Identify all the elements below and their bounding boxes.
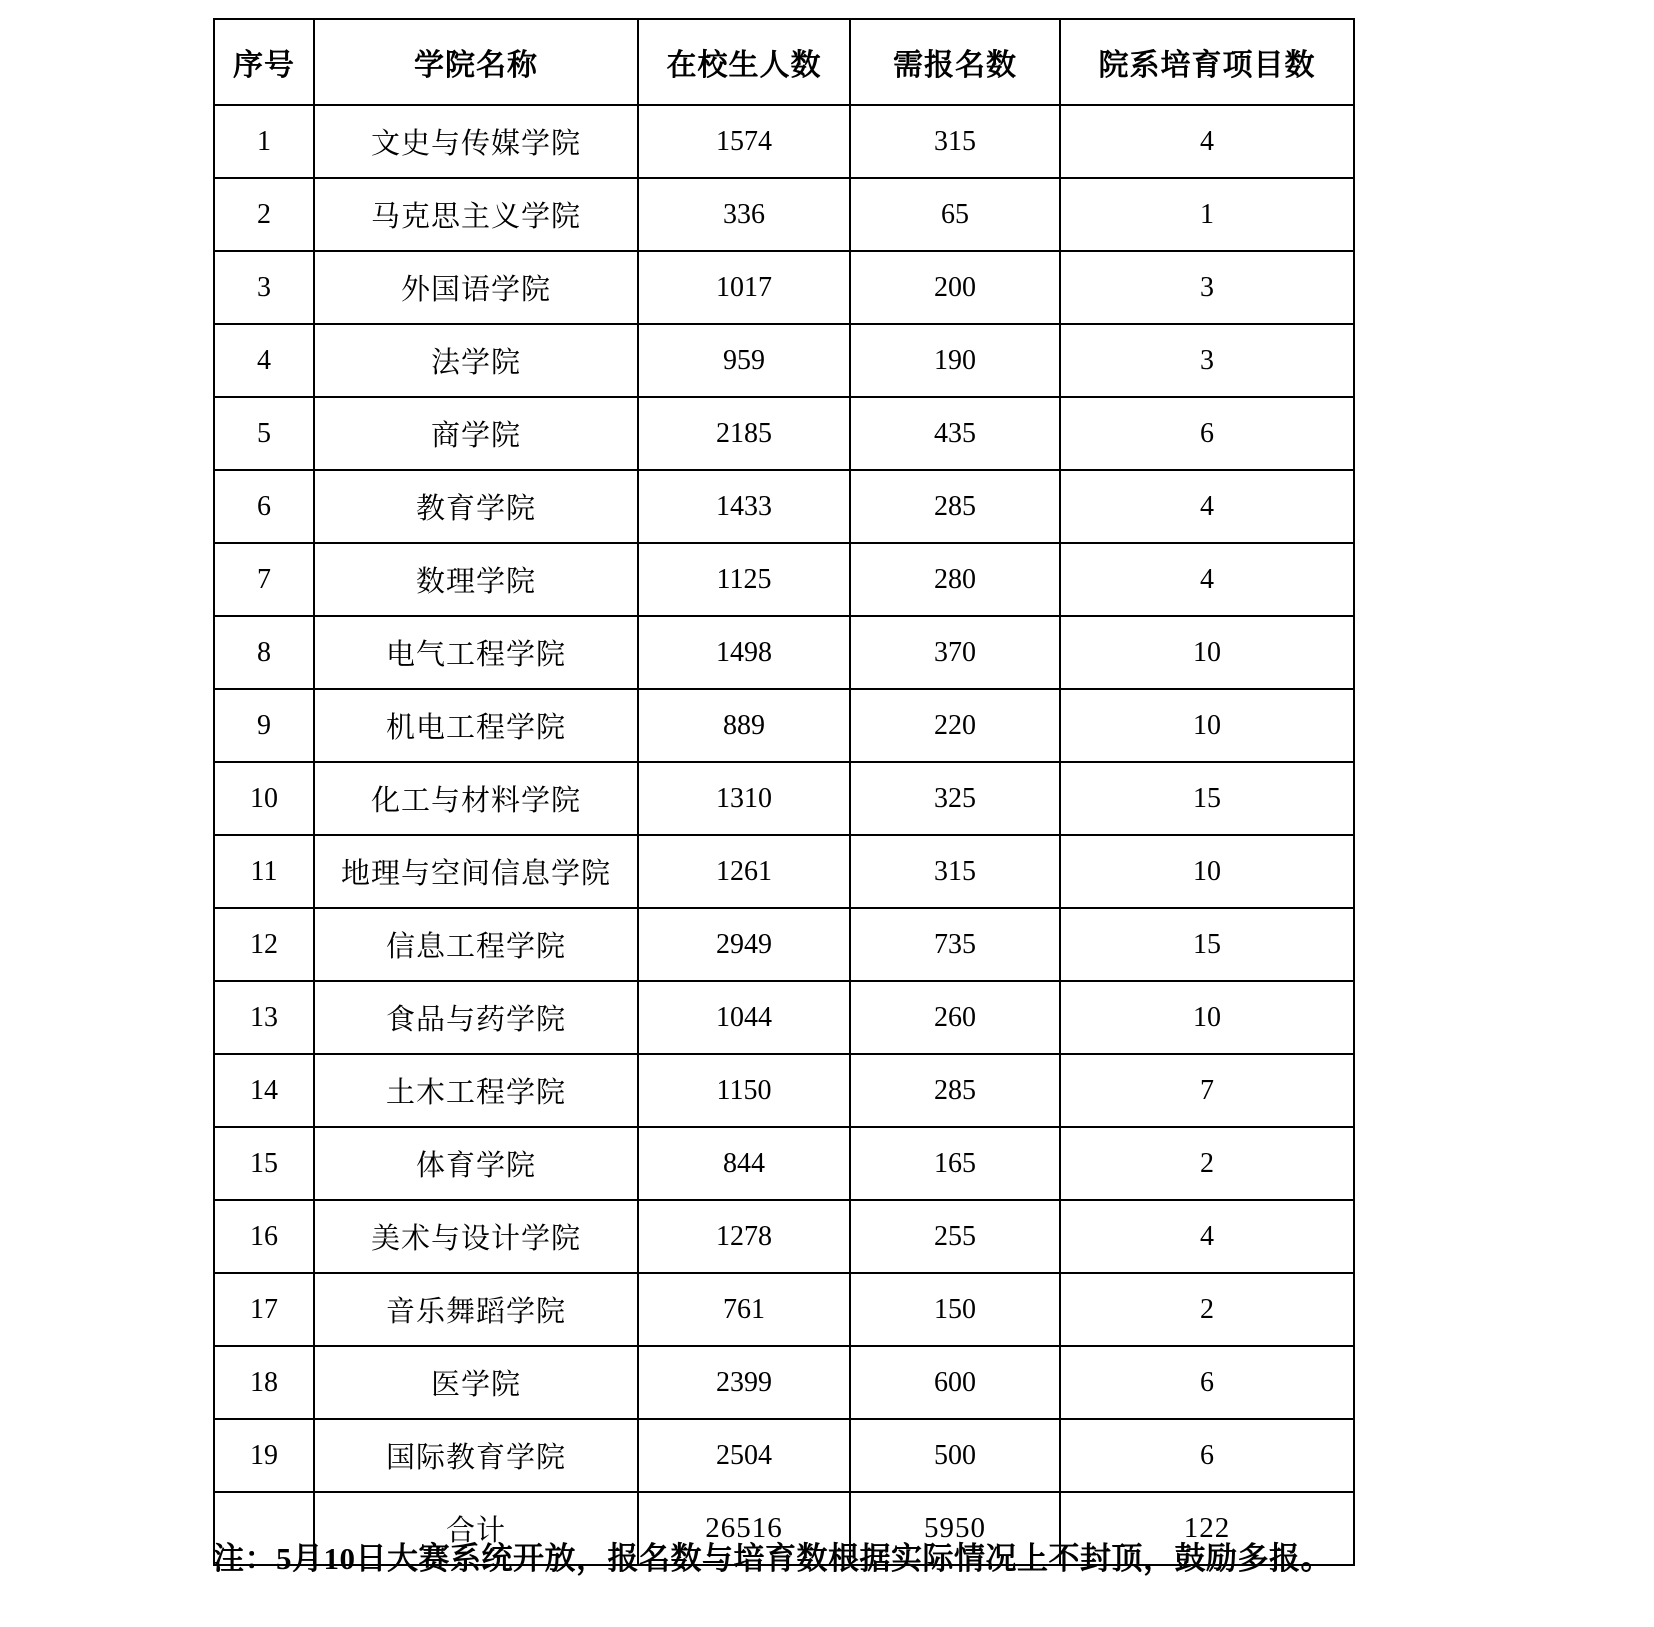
table-row xyxy=(214,543,1354,616)
cell-required-registrations: 200 xyxy=(850,251,1060,324)
total-cell-student-count: 26516 xyxy=(638,1492,850,1565)
cell-required-registrations: 315 xyxy=(850,835,1060,908)
total-cell-required-registrations: 5950 xyxy=(850,1492,1060,1565)
cell-incubation-projects: 15 xyxy=(1060,908,1354,981)
cell-required-registrations: 190 xyxy=(850,324,1060,397)
cell-student-count: 959 xyxy=(638,324,850,397)
cell-student-count: 1017 xyxy=(638,251,850,324)
cell-index: 17 xyxy=(214,1273,314,1346)
table-row xyxy=(214,981,1354,1054)
table-row xyxy=(214,251,1354,324)
cell-incubation-projects: 3 xyxy=(1060,324,1354,397)
cell-incubation-projects: 2 xyxy=(1060,1127,1354,1200)
cell-incubation-projects: 7 xyxy=(1060,1054,1354,1127)
cell-student-count: 2399 xyxy=(638,1346,850,1419)
cell-index: 7 xyxy=(214,543,314,616)
cell-index: 9 xyxy=(214,689,314,762)
cell-incubation-projects: 2 xyxy=(1060,1273,1354,1346)
cell-incubation-projects: 4 xyxy=(1060,470,1354,543)
cell-incubation-projects: 3 xyxy=(1060,251,1354,324)
cell-required-registrations: 325 xyxy=(850,762,1060,835)
cell-college-name: 国际教育学院 xyxy=(314,1419,638,1492)
cell-required-registrations: 65 xyxy=(850,178,1060,251)
cell-student-count: 761 xyxy=(638,1273,850,1346)
college-quota-table xyxy=(213,18,1355,1566)
cell-index: 8 xyxy=(214,616,314,689)
cell-index: 5 xyxy=(214,397,314,470)
cell-required-registrations: 280 xyxy=(850,543,1060,616)
table-header-row xyxy=(214,19,1354,105)
cell-college-name: 信息工程学院 xyxy=(314,908,638,981)
table-row xyxy=(214,178,1354,251)
college-quota-table-container xyxy=(213,18,1353,1566)
cell-required-registrations: 165 xyxy=(850,1127,1060,1200)
table-row xyxy=(214,1127,1354,1200)
cell-index: 12 xyxy=(214,908,314,981)
cell-required-registrations: 315 xyxy=(850,105,1060,178)
cell-student-count: 2185 xyxy=(638,397,850,470)
cell-required-registrations: 500 xyxy=(850,1419,1060,1492)
table-row xyxy=(214,1419,1354,1492)
cell-required-registrations: 260 xyxy=(850,981,1060,1054)
cell-college-name: 数理学院 xyxy=(314,543,638,616)
cell-index: 1 xyxy=(214,105,314,178)
cell-student-count: 2949 xyxy=(638,908,850,981)
table-row xyxy=(214,324,1354,397)
cell-college-name: 化工与材料学院 xyxy=(314,762,638,835)
cell-student-count: 1150 xyxy=(638,1054,850,1127)
cell-college-name: 土木工程学院 xyxy=(314,1054,638,1127)
cell-index: 14 xyxy=(214,1054,314,1127)
cell-required-registrations: 435 xyxy=(850,397,1060,470)
cell-college-name: 机电工程学院 xyxy=(314,689,638,762)
cell-college-name: 食品与药学院 xyxy=(314,981,638,1054)
cell-index: 13 xyxy=(214,981,314,1054)
cell-college-name: 体育学院 xyxy=(314,1127,638,1200)
cell-required-registrations: 735 xyxy=(850,908,1060,981)
cell-college-name: 马克思主义学院 xyxy=(314,178,638,251)
cell-student-count: 1278 xyxy=(638,1200,850,1273)
cell-student-count: 1498 xyxy=(638,616,850,689)
table-row xyxy=(214,397,1354,470)
cell-college-name: 文史与传媒学院 xyxy=(314,105,638,178)
cell-incubation-projects: 4 xyxy=(1060,105,1354,178)
cell-incubation-projects: 4 xyxy=(1060,543,1354,616)
cell-incubation-projects: 6 xyxy=(1060,1346,1354,1419)
cell-index: 16 xyxy=(214,1200,314,1273)
cell-incubation-projects: 6 xyxy=(1060,397,1354,470)
cell-student-count: 2504 xyxy=(638,1419,850,1492)
cell-required-registrations: 285 xyxy=(850,1054,1060,1127)
table-row xyxy=(214,1054,1354,1127)
cell-required-registrations: 600 xyxy=(850,1346,1060,1419)
cell-incubation-projects: 15 xyxy=(1060,762,1354,835)
cell-index: 18 xyxy=(214,1346,314,1419)
cell-required-registrations: 255 xyxy=(850,1200,1060,1273)
table-row xyxy=(214,1346,1354,1419)
cell-incubation-projects: 10 xyxy=(1060,835,1354,908)
cell-index: 15 xyxy=(214,1127,314,1200)
cell-college-name: 音乐舞蹈学院 xyxy=(314,1273,638,1346)
cell-college-name: 法学院 xyxy=(314,324,638,397)
cell-required-registrations: 220 xyxy=(850,689,1060,762)
cell-college-name: 商学院 xyxy=(314,397,638,470)
table-row xyxy=(214,470,1354,543)
column-header-student-count: 在校生人数 xyxy=(638,19,850,105)
cell-incubation-projects: 4 xyxy=(1060,1200,1354,1273)
table-note: 注：5月10日大赛系统开放，报名数与培育数根据实际情况上不封顶，鼓励多报。 xyxy=(213,1541,1332,1576)
cell-student-count: 1574 xyxy=(638,105,850,178)
cell-student-count: 336 xyxy=(638,178,850,251)
cell-student-count: 1044 xyxy=(638,981,850,1054)
table-row xyxy=(214,1200,1354,1273)
cell-index: 19 xyxy=(214,1419,314,1492)
table-row xyxy=(214,908,1354,981)
cell-index: 3 xyxy=(214,251,314,324)
cell-incubation-projects: 6 xyxy=(1060,1419,1354,1492)
table-row xyxy=(214,689,1354,762)
cell-college-name: 美术与设计学院 xyxy=(314,1200,638,1273)
column-header-incubation-projects: 院系培育项目数 xyxy=(1060,19,1354,105)
cell-student-count: 844 xyxy=(638,1127,850,1200)
cell-index: 4 xyxy=(214,324,314,397)
cell-index: 2 xyxy=(214,178,314,251)
cell-index: 11 xyxy=(214,835,314,908)
table-row xyxy=(214,762,1354,835)
cell-incubation-projects: 1 xyxy=(1060,178,1354,251)
cell-college-name: 医学院 xyxy=(314,1346,638,1419)
total-cell-label: 合计 xyxy=(314,1492,638,1565)
cell-student-count: 1433 xyxy=(638,470,850,543)
table-row xyxy=(214,1273,1354,1346)
cell-required-registrations: 285 xyxy=(850,470,1060,543)
cell-index: 6 xyxy=(214,470,314,543)
table-row xyxy=(214,616,1354,689)
cell-index: 10 xyxy=(214,762,314,835)
cell-college-name: 外国语学院 xyxy=(314,251,638,324)
cell-student-count: 1125 xyxy=(638,543,850,616)
column-header-college-name: 学院名称 xyxy=(314,19,638,105)
cell-college-name: 教育学院 xyxy=(314,470,638,543)
cell-incubation-projects: 10 xyxy=(1060,981,1354,1054)
cell-college-name: 地理与空间信息学院 xyxy=(314,835,638,908)
cell-incubation-projects: 10 xyxy=(1060,616,1354,689)
table-row xyxy=(214,835,1354,908)
total-cell-incubation-projects: 122 xyxy=(1060,1492,1354,1565)
cell-student-count: 889 xyxy=(638,689,850,762)
cell-student-count: 1310 xyxy=(638,762,850,835)
cell-required-registrations: 150 xyxy=(850,1273,1060,1346)
column-header-required-registrations: 需报名数 xyxy=(850,19,1060,105)
cell-required-registrations: 370 xyxy=(850,616,1060,689)
cell-college-name: 电气工程学院 xyxy=(314,616,638,689)
cell-student-count: 1261 xyxy=(638,835,850,908)
column-header-index: 序号 xyxy=(214,19,314,105)
cell-incubation-projects: 10 xyxy=(1060,689,1354,762)
table-row xyxy=(214,105,1354,178)
